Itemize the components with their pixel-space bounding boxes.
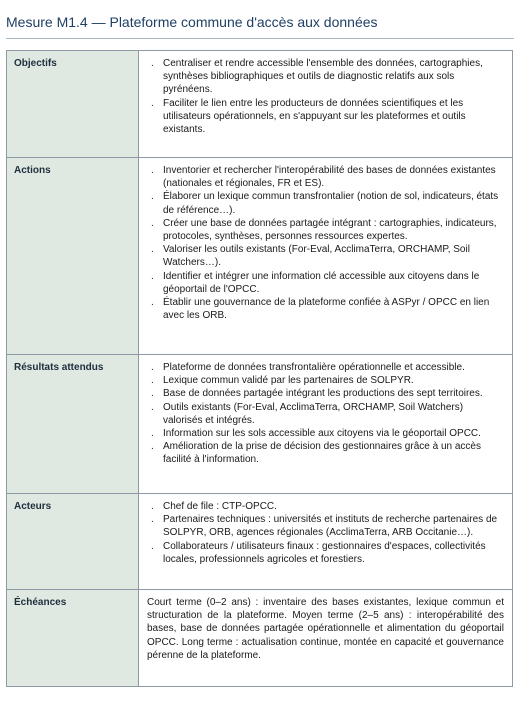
list-item-text: Valoriser les outils existants (For-Eval, AcclimaTerra, ORCHAMP, Soil Watchers…). bbox=[163, 244, 470, 269]
bullet-marker: . bbox=[151, 297, 154, 309]
list-item-text: Partenaires techniques : universités et instituts de recherche partenaires de SOLPYR, ORB, agences régionales (AcclimaTerra, ARB Occitanie…). bbox=[163, 514, 498, 539]
row-label-resultats-attendus: Résultats attendus bbox=[7, 355, 139, 494]
row-content-echeances bbox=[139, 590, 513, 687]
list-item-text: Amélioration de la prise de décision des gestionnaires grâce à un accès facilité à l'information. bbox=[163, 441, 481, 466]
list-item-text: Information sur les sols accessible aux citoyens via le géoportail OPCC. bbox=[163, 428, 481, 440]
row-label-actions: Actions bbox=[7, 158, 139, 355]
bullet-list bbox=[147, 500, 504, 566]
list-item bbox=[147, 243, 504, 269]
bullet-marker: . bbox=[151, 217, 154, 229]
list-item bbox=[147, 374, 504, 387]
bullet-list bbox=[147, 164, 504, 322]
row-content-actions bbox=[139, 158, 513, 355]
list-item-text: Chef de file : CTP-OPCC. bbox=[163, 501, 277, 512]
bullet-marker: . bbox=[151, 375, 154, 387]
row-label-objectifs: Objectifs bbox=[7, 51, 139, 158]
list-item-text: Inventorier et rechercher l'interopérabilité des bases de données existantes (nationales et régionales, FR et ES). bbox=[163, 165, 496, 190]
bullet-marker: . bbox=[151, 441, 154, 453]
bullet-marker: . bbox=[151, 540, 154, 552]
row-actions bbox=[7, 158, 513, 355]
bullet-marker: . bbox=[151, 191, 154, 203]
bullet-marker: . bbox=[151, 428, 154, 440]
list-item-text: Créer une base de données partagée intégrant : cartographies, indicateurs, protocoles, synthèses, personnes ressources expertes. bbox=[163, 217, 497, 243]
row-echeances bbox=[7, 590, 513, 687]
list-item bbox=[147, 540, 504, 566]
bullet-marker: . bbox=[151, 270, 154, 282]
list-item-text: Outils existants (For-Eval, AcclimaTerra, ORCHAMP, Soil Watchers) valorisés et intégrés. bbox=[163, 401, 464, 426]
bullet-list bbox=[147, 57, 504, 136]
title-divider bbox=[6, 38, 514, 39]
echeances-paragraph: Court terme (0–2 ans) : inventaire des bases existantes, lexique commun et structuration de la plateforme. Moyen terme (2–5 ans) : interopérabilité des bases, base de données partagée opérationnelle et alimentation du géoportail OPCC. Long terme : actualisation continue, montée en capacité et gouvernance pérenne de la plateforme. bbox=[147, 597, 504, 661]
list-item-text: Élaborer un lexique commun transfrontalier (notion de sol, indicateurs, états de référence…). bbox=[163, 191, 499, 216]
list-item-text: Établir une gouvernance de la plateforme confiée à ASPyr / OPCC en lien avec les ORB. bbox=[163, 297, 490, 322]
list-item bbox=[147, 500, 504, 513]
row-content-resultats-attendus bbox=[139, 355, 513, 494]
row-acteurs bbox=[7, 494, 513, 590]
bullet-marker: . bbox=[151, 501, 154, 512]
list-item bbox=[147, 57, 504, 97]
row-resultats-attendus bbox=[7, 355, 513, 494]
list-item bbox=[147, 387, 504, 400]
row-content-objectifs bbox=[139, 51, 513, 158]
list-item-text: Faciliter le lien entre les producteurs de données scientifiques et les utilisateurs opérationnels, en s'appuyant sur les plateformes et outils existants. bbox=[163, 97, 466, 136]
list-item bbox=[147, 440, 504, 466]
list-item bbox=[147, 296, 504, 322]
list-item bbox=[147, 164, 504, 190]
bullet-marker: . bbox=[151, 244, 154, 256]
bullet-marker: . bbox=[151, 401, 154, 413]
page-title: Mesure M1.4 — Plateforme commune d'accès aux données bbox=[6, 14, 378, 30]
bullet-marker: . bbox=[151, 388, 154, 400]
list-item-text: Centraliser et rendre accessible l'ensemble des données, cartographies, synthèses bibliographiques et outils de diagnostic relatifs aux sols pyrénéens. bbox=[163, 58, 483, 96]
list-item bbox=[147, 513, 504, 539]
list-item bbox=[147, 270, 504, 296]
list-item-text: Plateforme de données transfrontalière opérationnelle et accessible. bbox=[163, 362, 465, 373]
list-item bbox=[147, 97, 504, 137]
bullet-marker: . bbox=[151, 514, 154, 526]
list-item bbox=[147, 401, 504, 427]
list-item-text: Collaborateurs / utilisateurs finaux : gestionnaires d'espaces, collectivités locales, professionnels agricoles et forestiers. bbox=[163, 540, 486, 565]
bullet-marker: . bbox=[151, 165, 154, 176]
row-label-acteurs: Acteurs bbox=[7, 494, 139, 590]
bullet-marker: . bbox=[151, 97, 154, 109]
list-item bbox=[147, 427, 504, 440]
bullet-marker: . bbox=[151, 362, 154, 373]
list-item bbox=[147, 361, 504, 374]
list-item bbox=[147, 190, 504, 216]
list-item-text: Lexique commun validé par les partenaires de SOLPYR. bbox=[163, 375, 414, 387]
measure-table bbox=[6, 50, 513, 687]
row-objectifs bbox=[7, 51, 513, 158]
bullet-list bbox=[147, 361, 504, 467]
list-item-text: Base de données partagée intégrant les productions des sept territoires. bbox=[163, 388, 483, 400]
list-item-text: Identifier et intégrer une information clé accessible aux citoyens dans le géoportail de l'OPCC. bbox=[163, 270, 480, 295]
row-label-echeances: Échéances bbox=[7, 590, 139, 687]
list-item bbox=[147, 217, 504, 243]
row-content-acteurs bbox=[139, 494, 513, 590]
bullet-marker: . bbox=[151, 58, 154, 69]
